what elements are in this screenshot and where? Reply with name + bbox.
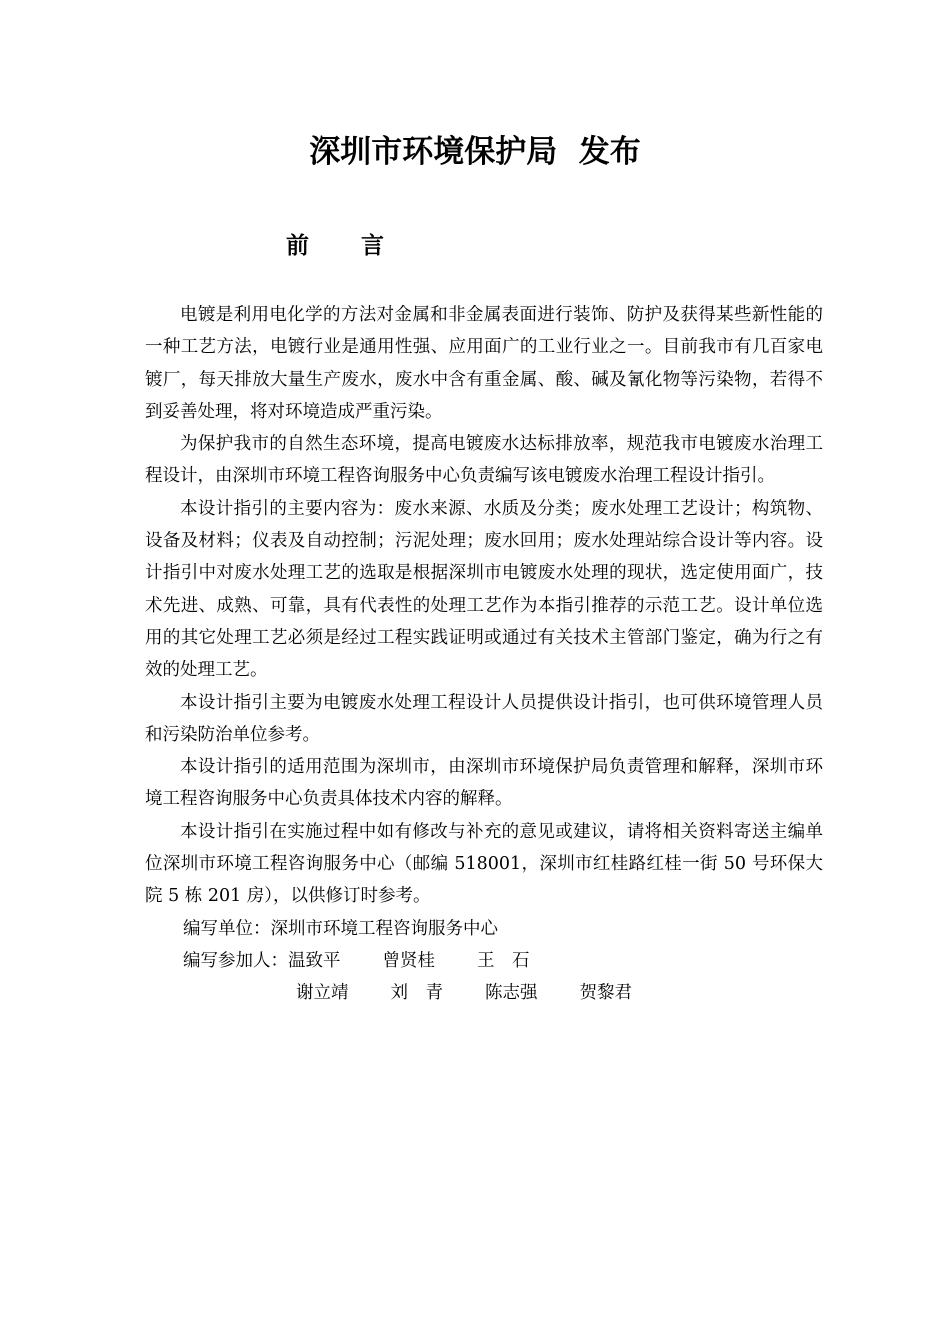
participants-row-2 [145, 977, 823, 1009]
participant-name: 温致平 [288, 950, 341, 971]
participant-name: 陈志强 [485, 983, 538, 1004]
paragraph: 本设计指引主要为电镀废水处理工程设计人员提供设计指引，也可供环境管理人员和污染防治单位参考。 [145, 692, 823, 745]
preface-body [145, 299, 823, 1010]
participant-name: 谢立靖 [296, 983, 349, 1004]
paragraph: 本设计指引的适用范围为深圳市，由深圳市环境保护局负责管理和解释，深圳市环境工程咨询服务中心负责具体技术内容的解释。 [145, 757, 823, 810]
participant-name: 贺黎君 [579, 983, 632, 1004]
preface-heading-char-2: 言 [361, 233, 384, 259]
paragraph: 为保护我市的自然生态环境，提高电镀废水达标排放率，规范我市电镀废水治理工程设计，由深圳市环境工程咨询服务中心负责编写该电镀废水治理工程设计指引。 [145, 434, 823, 487]
participants-row-1 [145, 945, 823, 977]
participant-name: 曾贤桂 [382, 950, 435, 971]
compiler-unit: 编写单位：深圳市环境工程咨询服务中心 [183, 918, 498, 939]
paragraph: 本设计指引的主要内容为：废水来源、水质及分类；废水处理工艺设计；构筑物、设备及材料；仪表及自动控制；污泥处理；废水回用；废水处理站综合设计等内容。设计指引中对废水处理工艺的选取是根据深圳市电镀废水处理的现状，选定使用面广，技术先进、成熟、可靠，具有代表性的处理工艺作为本指引推荐的示范工艺。设计单位选用的其它处理工艺必须是经过工程实践证明或通过有关技术主管部门鉴定，确为行之有效的处理工艺。 [145, 498, 823, 681]
document-title: 深圳市环境保护局 发布 [309, 134, 641, 170]
paragraph: 电镀是利用电化学的方法对金属和非金属表面进行装饰、防护及获得某些新性能的一种工艺方法，电镀行业是通用性强、应用面广的工业行业之一。目前我市有几百家电镀厂，每天排放大量生产废水，废水中含有重金属、酸、碱及氰化物等污染物，若得不到妥善处理，将对环境造成严重污染。 [145, 305, 823, 422]
participants-label: 编写参加人： [183, 950, 288, 971]
preface-heading [286, 226, 384, 266]
participant-name: 王 石 [477, 950, 530, 971]
paragraph: 本设计指引在实施过程中如有修改与补充的意见或建议，请将相关资料寄送主编单位深圳市环境工程咨询服务中心（邮编 518001，深圳市红桂路红桂一街 50 号环保大院 5 栋 201 房），以供修订时参考。 [145, 821, 823, 907]
participant-name: 刘 青 [390, 983, 443, 1004]
preface-heading-char-1: 前 [286, 233, 309, 259]
